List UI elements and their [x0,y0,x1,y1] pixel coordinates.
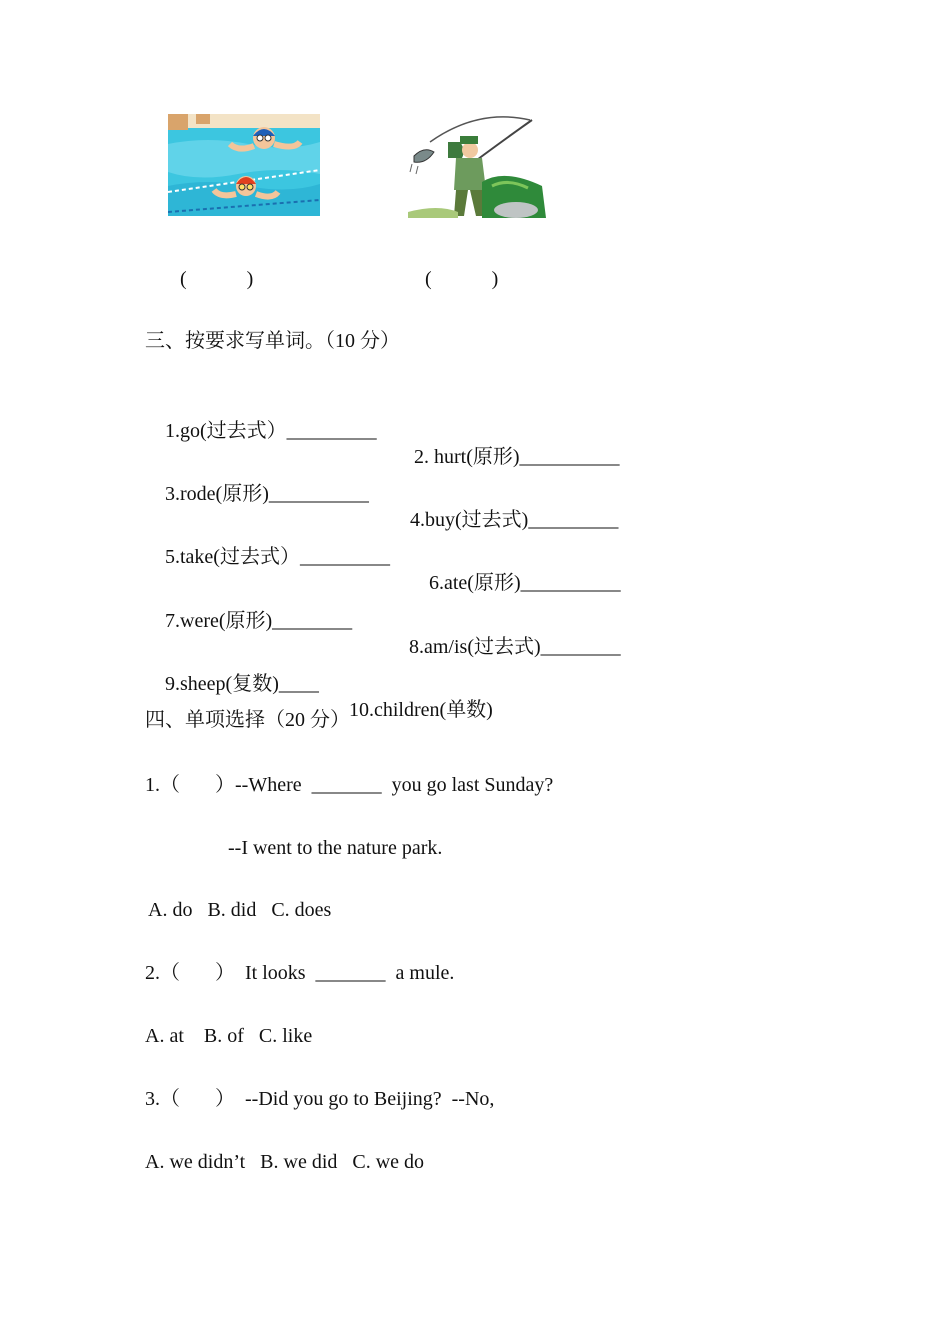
item-4: 4.buy(过去式)_________ [410,509,619,531]
answer-paren-1: ( ) [180,268,254,290]
answer-paren-2: ( ) [425,268,499,290]
section4-title: 四、单项选择（20 分） [145,709,350,731]
question-3: 3.（ ） --Did you go to Beijing? --No, [145,1088,495,1110]
item-8: 8.am/is(过去式)________ [409,636,621,658]
item-3: 3.rode(原形)__________ [165,483,369,505]
question-2: 2.（ ） It looks _______ a mule. [145,962,455,984]
question-2-options: A. at B. of C. like [145,1025,313,1047]
section3-row-5 [145,645,493,749]
item-6: 6.ate(原形)__________ [429,572,621,594]
question-3-options: A. we didn’t B. we did C. we do [145,1151,425,1173]
swimming-picture [168,114,320,216]
question-1-answer: --I went to the nature park. [228,837,443,859]
fishing-picture [408,112,546,218]
item-7: 7.were(原形)________ [165,610,353,632]
item-10: 10.children(单数) [349,699,493,721]
item-2: 2. hurt(原形)__________ [414,446,620,468]
section3-title: 三、按要求写单词。（10 分） [145,330,400,352]
item-1: 1.go(过去式）_________ [165,420,377,442]
question-1: 1.（ ）--Where _______ you go last Sunday? [145,774,554,796]
item-9: 9.sheep(复数)____ [165,673,319,695]
item-5: 5.take(过去式）_________ [165,546,390,568]
question-1-options: A. do B. did C. does [148,899,332,921]
